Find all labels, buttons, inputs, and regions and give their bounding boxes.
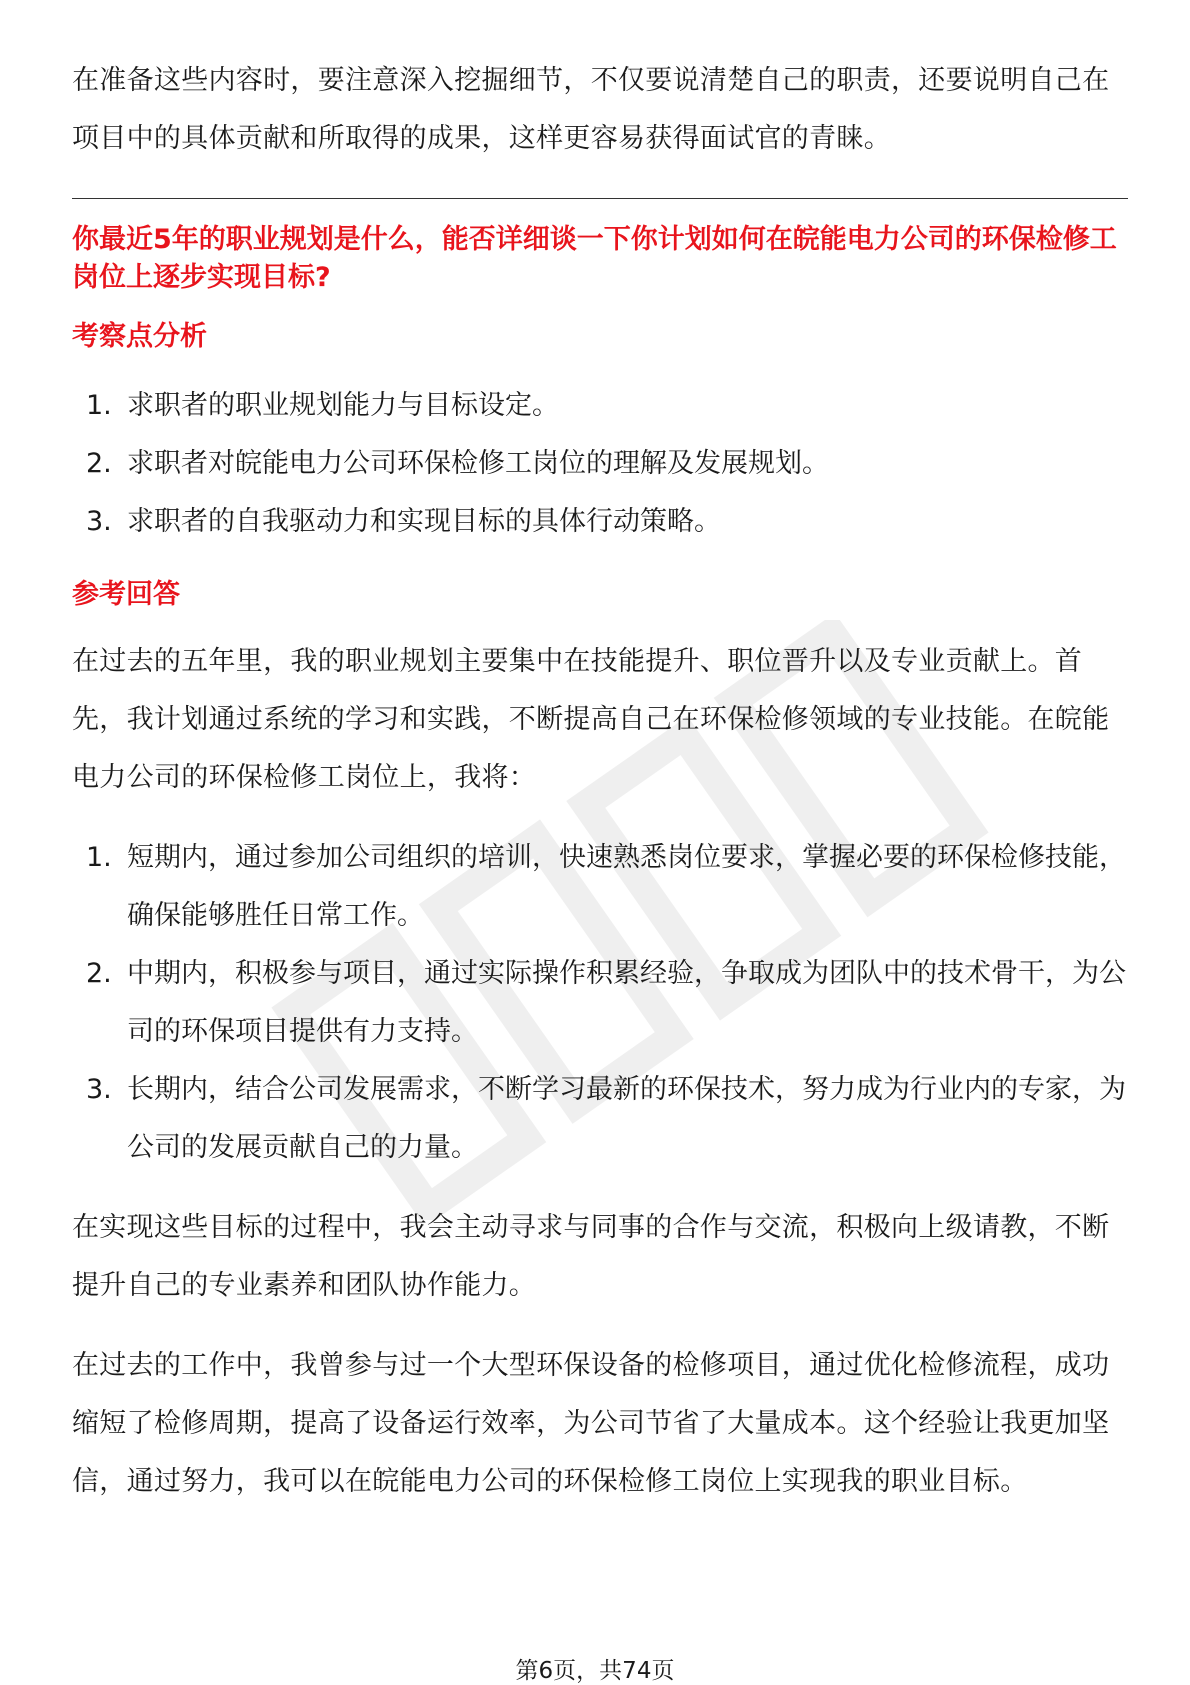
list-item [72, 945, 1128, 1061]
document-page [72, 52, 1128, 1511]
list-item-text: 长期内，结合公司发展需求，不断学习最新的环保技术，努力成为行业内的专家，为公司的发展贡献自己的力量。 [127, 1074, 1126, 1163]
section-divider [72, 198, 1128, 199]
analysis-heading: 考察点分析 [72, 321, 207, 352]
question-heading: 你最近5年的职业规划是什么，能否详细谈一下你计划如何在皖能电力公司的环保检修工岗位上逐步实现目标? [72, 224, 1117, 293]
list-item [72, 1061, 1128, 1177]
list-item-text: 中期内，积极参与项目，通过实际操作积累经验，争取成为团队中的技术骨干，为公司的环保项目提供有力支持。 [127, 958, 1126, 1047]
list-item [72, 829, 1128, 945]
list-item [72, 493, 1128, 551]
list-item [72, 377, 1128, 435]
list-item-text: 求职者的自我驱动力和实现目标的具体行动策略。 [127, 506, 721, 537]
answer-list [72, 829, 1128, 1177]
list-item-text: 求职者的职业规划能力与目标设定。 [127, 390, 559, 421]
list-item-number: 1. [86, 390, 112, 421]
list-item-text: 短期内，通过参加公司组织的培训，快速熟悉岗位要求，掌握必要的环保检修技能，确保能够胜任日常工作。 [127, 842, 1126, 931]
list-item-number: 2. [86, 958, 112, 989]
answer-heading: 参考回答 [72, 579, 180, 610]
page-number-footer: 第6页，共74页 [515, 1658, 675, 1684]
list-item-number: 3. [86, 1074, 112, 1105]
analysis-list [72, 377, 1128, 551]
intro-paragraph: 在准备这些内容时，要注意深入挖掘细节，不仅要说清楚自己的职责，还要说明自己在项目中的具体贡献和所取得的成果，这样更容易获得面试官的青睐。 [72, 65, 1110, 154]
answer-opening-paragraph: 在过去的五年里，我的职业规划主要集中在技能提升、职位晋升以及专业贡献上。首先，我计划通过系统的学习和实践，不断提高自己在环保检修领域的专业技能。在皖能电力公司的环保检修工岗位上，我将： [72, 646, 1110, 793]
answer-paragraph-3: 在过去的工作中，我曾参与过一个大型环保设备的检修项目，通过优化检修流程，成功缩短了检修周期，提高了设备运行效率，为公司节省了大量成本。这个经验让我更加坚信，通过努力，我可以在皖能电力公司的环保检修工岗位上实现我的职业目标。 [72, 1350, 1110, 1497]
list-item-number: 1. [86, 842, 112, 873]
list-item-number: 2. [86, 448, 112, 479]
answer-paragraph-2: 在实现这些目标的过程中，我会主动寻求与同事的合作与交流，积极向上级请教，不断提升自己的专业素养和团队协作能力。 [72, 1212, 1110, 1301]
list-item [72, 435, 1128, 493]
list-item-number: 3. [86, 506, 112, 537]
list-item-text: 求职者对皖能电力公司环保检修工岗位的理解及发展规划。 [127, 448, 829, 479]
